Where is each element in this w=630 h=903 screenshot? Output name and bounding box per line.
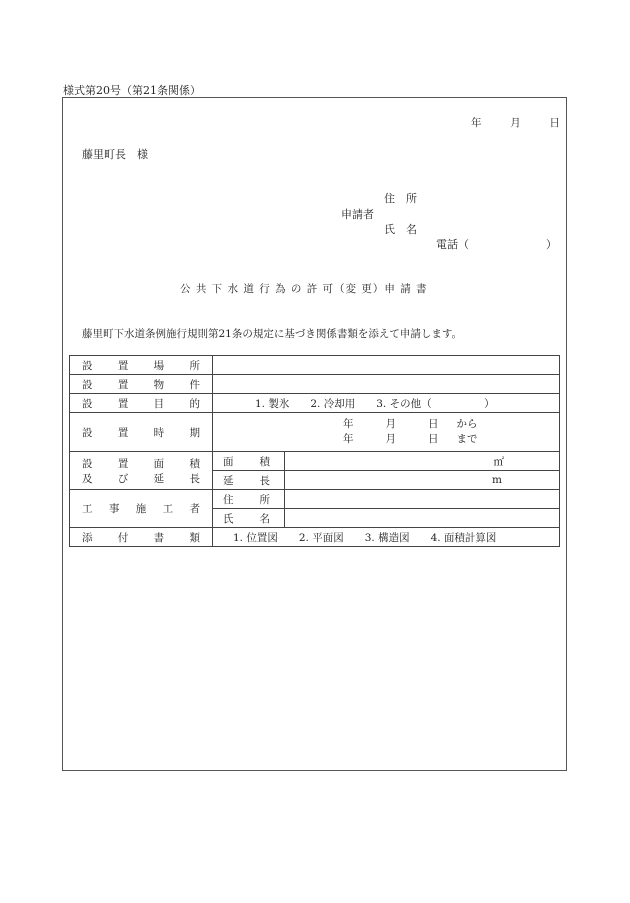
period-label: 設 置 時 期 [82, 426, 200, 439]
contractor-address-label: 住 所 [223, 493, 270, 506]
row-purpose [70, 394, 560, 413]
row-property [70, 375, 560, 394]
property-value[interactable] [213, 375, 560, 394]
statement: 藤里町下水道条例施行規則第21条の規定に基づき関係書類を添えて申請します。 [82, 328, 463, 340]
form-number: 様式第20号（第21条関係） [63, 84, 201, 97]
attachments-label: 添 付 書 類 [82, 531, 200, 544]
attachments-items: 1. 位置図 2. 平面図 3. 構造図 4. 面積計算図 [233, 531, 497, 544]
contractor-address-value[interactable] [285, 490, 560, 509]
contractor-name-label: 氏 名 [223, 512, 270, 525]
row-location [70, 356, 560, 375]
area-label: 面 積 [223, 455, 270, 468]
length-label: 延 長 [223, 474, 270, 487]
applicant-address-label: 住 所 [384, 192, 417, 205]
row-period [70, 413, 560, 452]
length-unit: m [492, 474, 502, 486]
property-label: 設 置 物 件 [82, 378, 200, 391]
area-length-label: 設 置 面 積 [82, 457, 200, 470]
document-title: 公 共 下 水 道 行 為 の 許 可（変 更）申 請 書 [180, 283, 428, 295]
row-attachments [70, 528, 560, 547]
location-value[interactable] [213, 356, 560, 375]
applicant-name-label: 氏 名 [384, 223, 417, 236]
date-day: 日 [549, 117, 560, 129]
area-unit: ㎡ [493, 455, 504, 468]
row-contractor-address [70, 490, 560, 509]
contractor-label: 工 事 施 工 者 [82, 503, 200, 515]
period-to: 年 月 日 まで [343, 433, 478, 445]
contractor-name-value[interactable] [285, 509, 560, 528]
purpose-options: 1. 製氷 2. 冷却用 3. その他（ ） [255, 397, 495, 410]
row-area: 設 置 面 積 及 び 延 長 面 積 ㎡ [70, 452, 560, 471]
applicant-label: 申請者 [341, 208, 374, 221]
date-month: 月 [510, 117, 521, 129]
date-line [471, 115, 560, 130]
period-from: 年 月 日 から [343, 418, 478, 430]
application-table [69, 355, 560, 547]
area-value[interactable] [285, 452, 560, 471]
addressee: 藤里町長 様 [82, 148, 148, 161]
date-year: 年 [471, 117, 482, 129]
period-value[interactable] [213, 413, 560, 452]
purpose-label: 設 置 目 的 [82, 397, 200, 410]
location-label: 設 置 場 所 [82, 359, 200, 372]
length-value[interactable] [285, 471, 560, 490]
applicant-phone: 電話（ ） [436, 238, 557, 251]
